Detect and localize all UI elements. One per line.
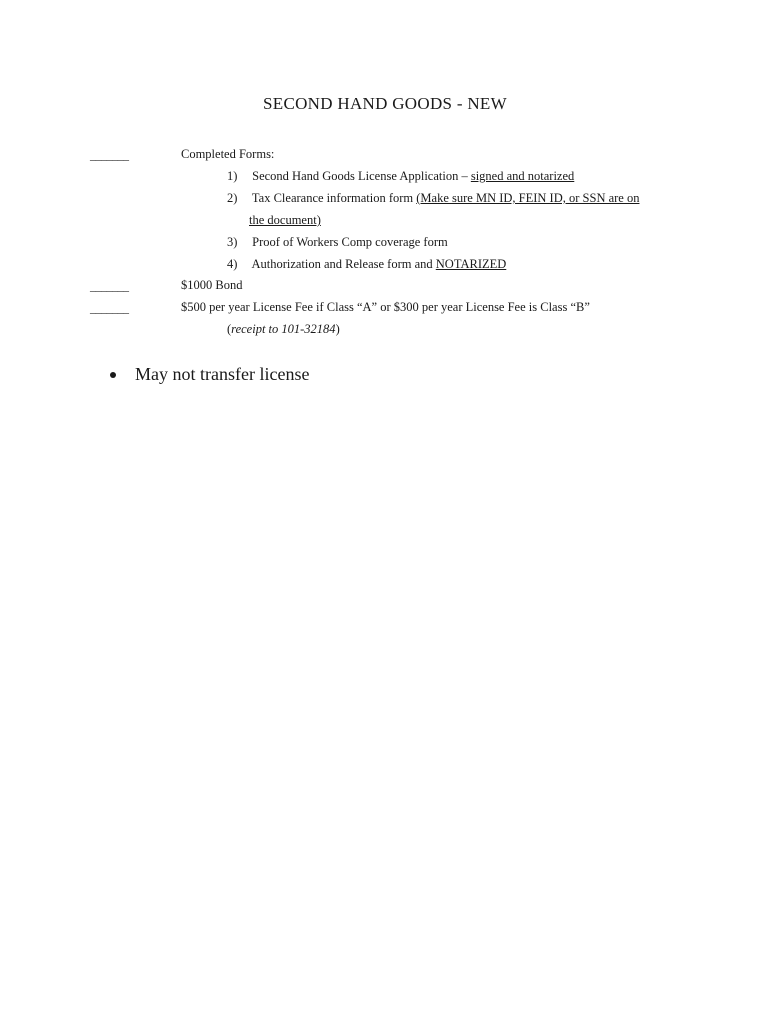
form-item-number: 3) xyxy=(227,235,238,249)
checklist-label-fee: $500 per year License Fee if Class “A” or $300 per year License Fee is Class “B” xyxy=(181,300,590,314)
form-item-number: 1) xyxy=(227,169,238,183)
bullet-item xyxy=(110,364,309,385)
form-item-text: Proof of Workers Comp coverage form xyxy=(252,235,448,249)
form-item-3 xyxy=(227,234,448,250)
page-title: SECOND HAND GOODS - NEW xyxy=(263,94,507,113)
form-item-number: 2) xyxy=(227,191,238,205)
bullet-icon xyxy=(110,372,116,378)
checkbox-line-forms: _______ xyxy=(90,148,129,162)
receipt-paren-open: ( xyxy=(227,322,232,336)
form-item-underlined: NOTARIZED xyxy=(435,257,507,271)
checklist-label-forms: Completed Forms: xyxy=(181,147,275,161)
checklist-label-bond: $1000 Bond xyxy=(181,278,243,292)
receipt-paren-close: ) xyxy=(335,322,340,336)
receipt-note xyxy=(227,321,340,337)
form-item-2-continuation: the document) xyxy=(249,213,321,227)
checkbox-line-bond: _______ xyxy=(90,279,129,293)
checkbox-line-fee: _______ xyxy=(90,301,129,315)
form-item-text: Tax Clearance information form xyxy=(251,191,417,205)
form-item-text: Authorization and Release form and xyxy=(251,257,436,271)
form-item-4 xyxy=(227,256,506,272)
form-item-2 xyxy=(227,190,639,206)
form-item-underlined: signed and notarized xyxy=(470,169,575,183)
form-item-number: 4) xyxy=(227,257,238,271)
form-item-1 xyxy=(227,168,574,184)
receipt-text: receipt to 101-32184 xyxy=(231,322,336,336)
bullet-text: May not transfer license xyxy=(135,364,310,384)
form-item-underlined: (Make sure MN ID, FEIN ID, or SSN are on xyxy=(416,191,640,205)
form-item-text: Second Hand Goods License Application – xyxy=(252,169,471,183)
